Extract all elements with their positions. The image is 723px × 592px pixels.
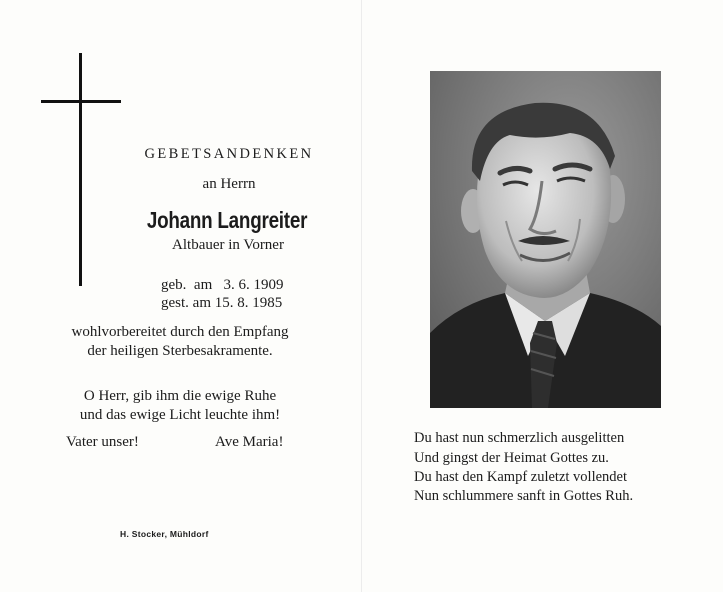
birth-date: geb. am 3. 6. 1909 (161, 277, 284, 293)
portrait-illustration (430, 71, 661, 408)
ave-maria: Ave Maria! (215, 434, 284, 450)
cross-icon-beam (41, 100, 121, 103)
cross-icon (79, 53, 82, 286)
card-heading: GEBETSANDENKEN (144, 146, 314, 162)
verse-line-3: Du hast den Kampf zuletzt vollendet (414, 469, 628, 485)
card-fold-line (361, 0, 362, 592)
verse-line-2: Und gingst der Heimat Gottes zu. (414, 450, 609, 466)
portrait-photo (430, 71, 661, 408)
printer-credit: H. Stocker, Mühldorf (120, 529, 209, 539)
sacrament-line-1: wohlvorbereitet durch den Empfang (71, 324, 289, 340)
prayer-line-1: O Herr, gib ihm die ewige Ruhe (83, 388, 277, 404)
occupation: Altbauer in Vorner (172, 237, 284, 253)
prayer-line-2: und das ewige Licht leuchte ihm! (79, 407, 281, 423)
sacrament-line-2: der heiligen Sterbesakramente. (87, 343, 273, 359)
verse-line-1: Du hast nun schmerzlich ausgelitten (414, 430, 625, 446)
deceased-name: Johann Langreiter (146, 207, 308, 233)
addressee: an Herrn (202, 176, 256, 192)
verse-line-4: Nun schlummere sanft in Gottes Ruh. (414, 488, 634, 504)
death-date: gest. am 15. 8. 1985 (161, 295, 283, 311)
vater-unser: Vater unser! (66, 434, 139, 450)
